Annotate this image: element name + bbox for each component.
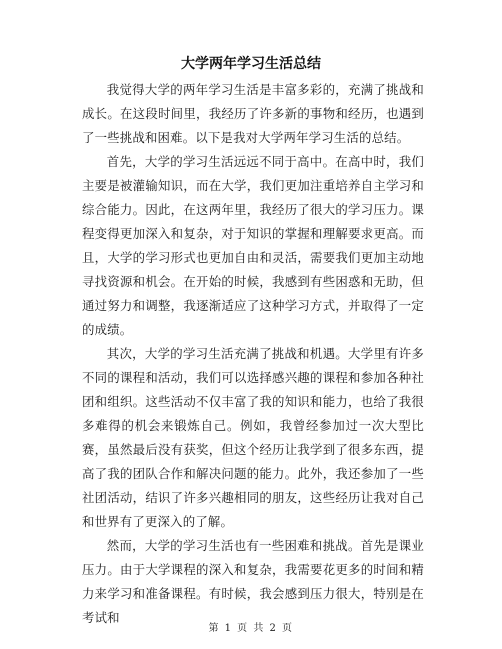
document-title: 大学两年学习生活总结 bbox=[181, 56, 321, 72]
paragraph-1: 我觉得大学的两年学习生活是丰富多彩的，充满了挑战和成长。在这段时间里，我经历了许多新的事物和经历，也遇到了一些挑战和困难。以下是我对大学两年学习生活的总结。 bbox=[82, 82, 424, 145]
page-number-footer: 第 1 页 共 2 页 bbox=[208, 623, 294, 634]
paragraph-4: 然而，大学的学习生活也有一些困难和挑战。首先是课业压力。由于大学课程的深入和复杂，我需要花更多的时间和精力来学习和准备课程。有时候，我会感到压力很大，特别是在考试和 bbox=[82, 538, 424, 625]
document-body bbox=[82, 78, 424, 630]
paragraph-2: 首先，大学的学习生活远远不同于高中。在高中时，我们主要是被灌输知识，而在大学，我们更加注重培养自主学习和综合能力。因此，在这两年里，我经历了很大的学习压力。课程变得更加深入和复杂，对于知识的掌握和理解要求更高。而且，大学的学习形式也更加自由和灵活，需要我们更加主动地寻找资源和机会。在开始的时候，我感到有些困惑和无助，但通过努力和调整，我逐渐适应了这种学习方式，并取得了一定的成绩。 bbox=[82, 154, 424, 337]
paragraph-3: 其次，大学的学习生活充满了挑战和机遇。大学里有许多不同的课程和活动，我们可以选择感兴趣的课程和参加各种社团和组织。这些活动不仅丰富了我的知识和能力，也给了我很多难得的机会来锻炼自己。例如，我曾经参加过一次大型比赛，虽然最后没有获奖，但这个经历让我学到了很多东西，提高了我的团队合作和解决问题的能力。此外，我还参加了一些社团活动，结识了许多兴趣相同的朋友，这些经历让我对自己和世界有了更深入的了解。 bbox=[82, 346, 424, 529]
